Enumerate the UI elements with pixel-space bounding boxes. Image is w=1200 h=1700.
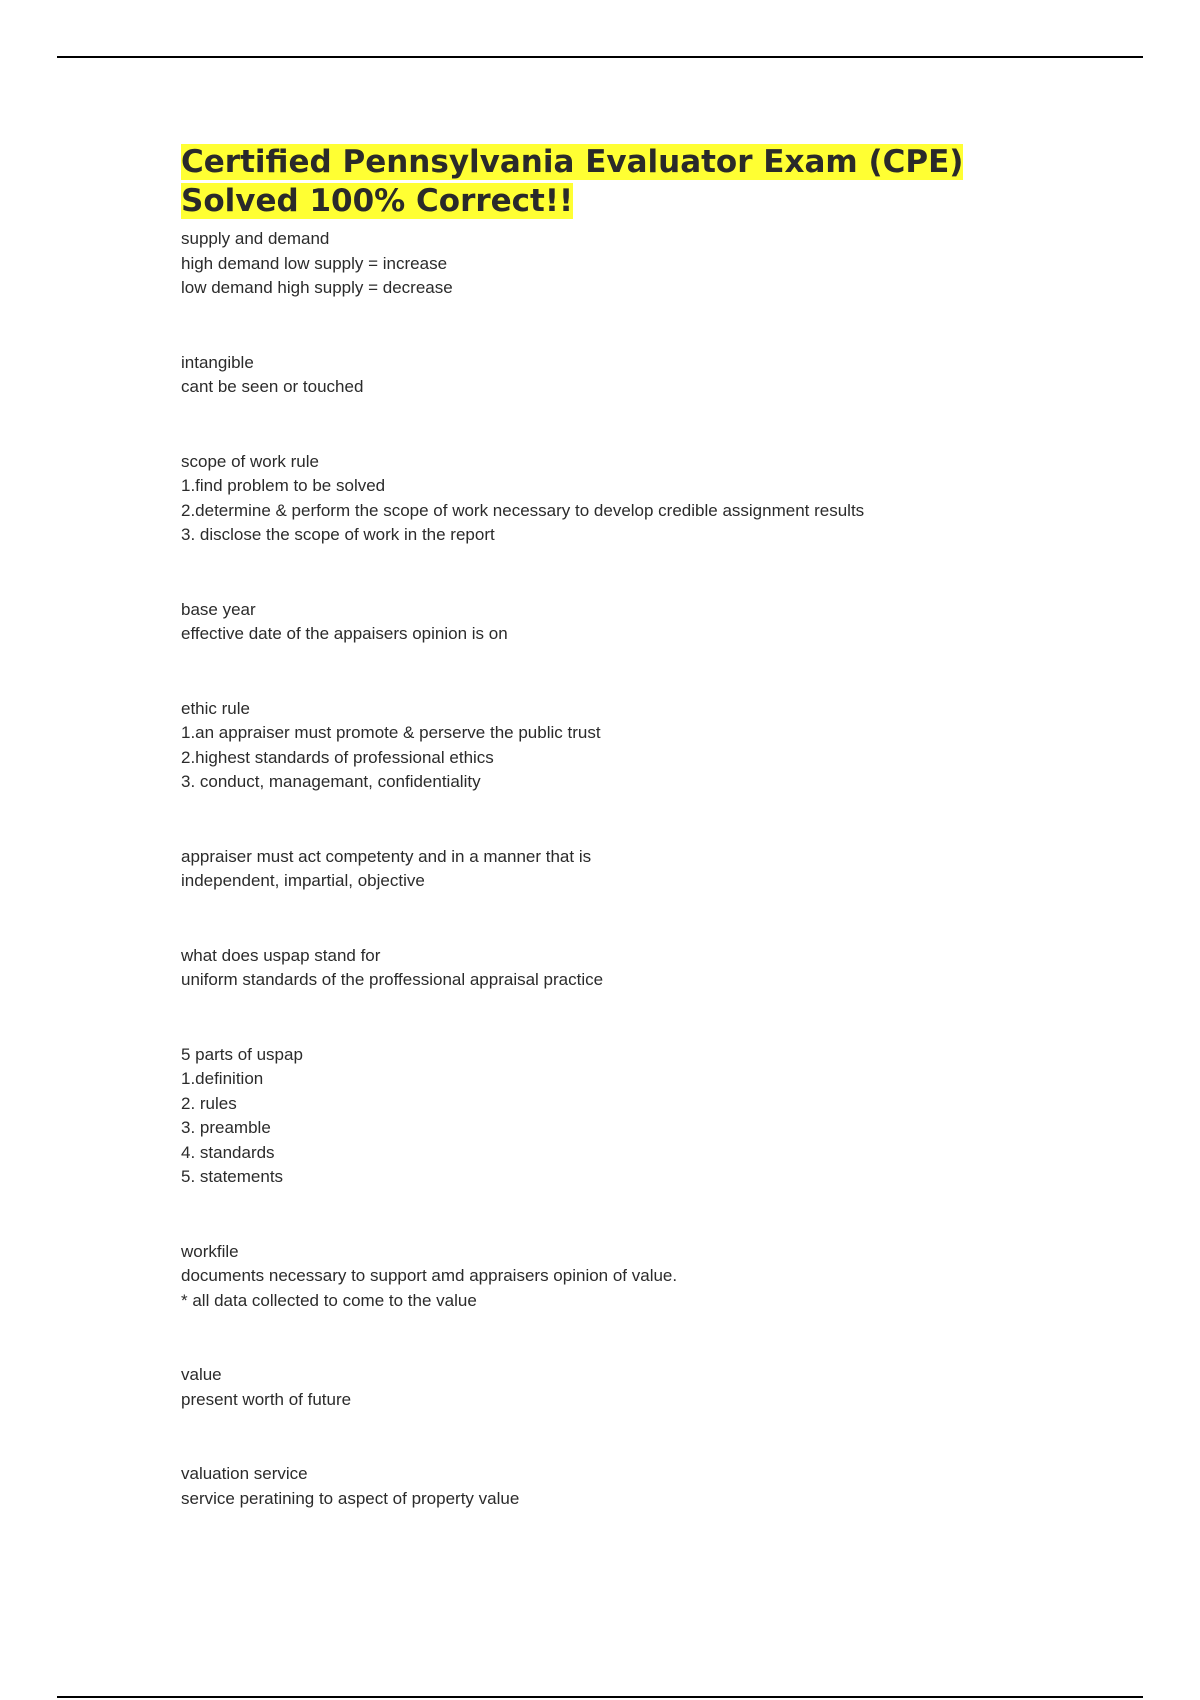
- entry-term: what does uspap stand for: [181, 945, 381, 965]
- entry-definition-line: uniform standards of the proffessional appraisal practice: [181, 970, 604, 989]
- bottom-rule: [57, 1696, 1143, 1698]
- entry-definition-line: 1.an appraiser must promote & perserve the public trust: [181, 723, 601, 742]
- entry-definition-line: present worth of future: [181, 1389, 352, 1409]
- entry-term: base year: [181, 599, 256, 619]
- entry-term: scope of work rule: [181, 451, 319, 471]
- entry-term: ethic rule: [181, 698, 250, 718]
- entry-definition-line: independent, impartial, objective: [181, 871, 425, 890]
- entry-definition-line: 3. disclose the scope of work in the report: [181, 525, 495, 544]
- entry-term: appraiser must act competenty and in a manner that is: [181, 846, 592, 866]
- flashcard-entry: [181, 697, 1081, 795]
- entry-term: supply and demand: [181, 229, 330, 248]
- title-line-1: Certified Pennsylvania Evaluator Exam (CPE): [181, 144, 964, 180]
- flashcard-entry: [181, 1363, 1081, 1412]
- entry-definition-line: 3. conduct, managemant, confidentiality: [181, 772, 481, 791]
- entry-term: workfile: [181, 1241, 239, 1261]
- entry-definition-line: 1.find problem to be solved: [181, 476, 386, 495]
- entry-definition-line: low demand high supply = decrease: [181, 278, 453, 297]
- entry-definition-line: 1.definition: [181, 1069, 264, 1088]
- document-title: [181, 143, 1081, 221]
- flashcard-entry: [181, 944, 1081, 993]
- flashcard-entry: [181, 1462, 1081, 1511]
- entry-definition-line: 2.determine & perform the scope of work necessary to develop credible assignment results: [181, 500, 865, 520]
- flashcard-entry: [181, 845, 1081, 894]
- entry-term: value: [181, 1365, 222, 1384]
- flashcard-entry: [181, 227, 1081, 301]
- entry-definition-line: documents necessary to support amd appraisers opinion of value.: [181, 1266, 678, 1285]
- flashcard-entry: [181, 1043, 1081, 1190]
- entry-definition-line: cant be seen or touched: [181, 377, 364, 396]
- entry-term: valuation service: [181, 1464, 308, 1483]
- entry-term: 5 parts of uspap: [181, 1044, 303, 1064]
- flashcard-list: [181, 227, 1081, 1511]
- flashcard-entry: [181, 450, 1081, 548]
- entry-definition-line: 2.highest standards of professional ethics: [181, 747, 494, 767]
- entry-definition-line: high demand low supply = increase: [181, 253, 448, 273]
- flashcard-entry: [181, 598, 1081, 647]
- entry-term: intangible: [181, 352, 254, 372]
- entry-definition-line: 2. rules: [181, 1093, 237, 1113]
- entry-definition-line: 3. preamble: [181, 1118, 271, 1137]
- flashcard-entry: [181, 351, 1081, 400]
- title-line-2: Solved 100% Correct!!: [181, 183, 574, 219]
- entry-definition-line: * all data collected to come to the value: [181, 1290, 477, 1310]
- entry-definition-line: 4. standards: [181, 1142, 275, 1162]
- entry-definition-line: effective date of the appaisers opinion is on: [181, 624, 508, 643]
- entry-definition-line: service peratining to aspect of property value: [181, 1488, 520, 1508]
- document-body: [181, 143, 1081, 1561]
- entry-definition-line: 5. statements: [181, 1167, 284, 1186]
- flashcard-entry: [181, 1240, 1081, 1314]
- top-rule: [57, 56, 1143, 58]
